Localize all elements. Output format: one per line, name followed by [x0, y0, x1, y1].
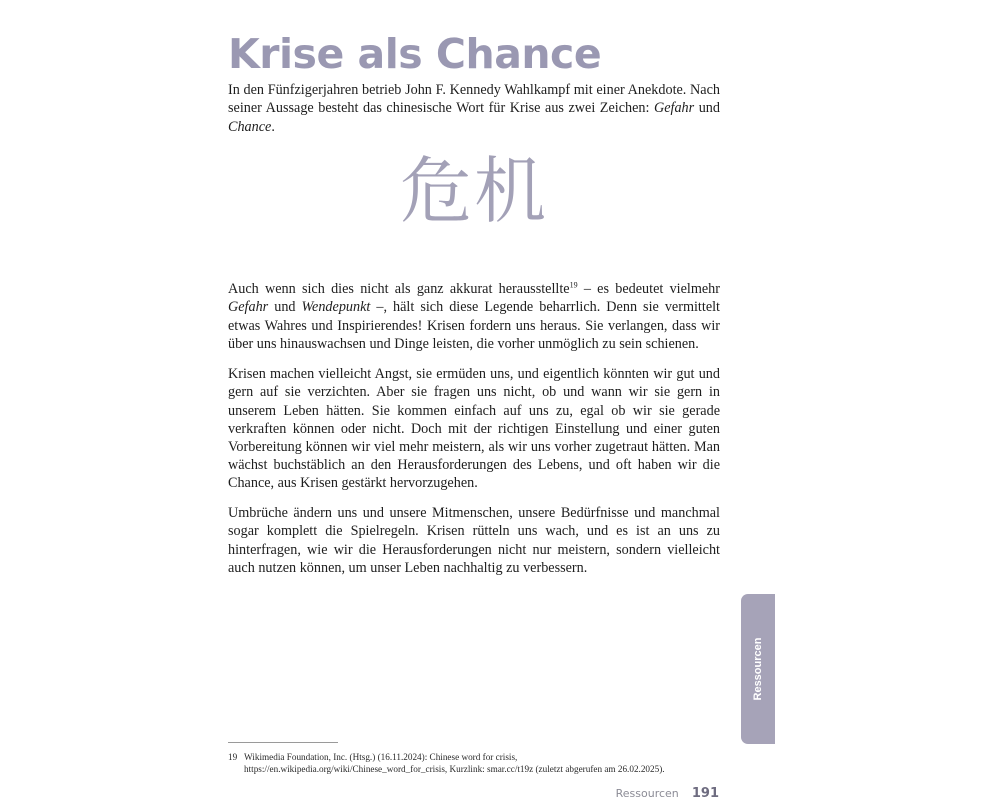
footnote-reference[interactable]: 19	[569, 280, 578, 290]
body-paragraph-2: Krisen machen vielleicht Angst, sie ermüden uns, und eigentlich könnten wir gut und gern auf sie verzichten. Aber sie fragen uns nicht, ob und wann wir sie gern in unserem Leben hätten. Sie kommen einfach auf uns zu, egal ob wir sie gerade verkraften können oder nicht. Doch mit der richtigen Einstellung und einer guten Vorbereitung können wir viel mehr meistern, als wir uns vorher zugetraut hätten. Man wächst buchstäblich an den Herausforderungen des Lebens, und oft haben wir die Chance, aus Krisen gestärkt hervorzugehen.	[228, 366, 720, 492]
footnote-divider	[228, 742, 338, 743]
p1-emphasis-gefahr: Gefahr	[228, 299, 269, 316]
p1-emphasis-wendepunkt: Wendepunkt	[301, 299, 371, 316]
intro-text-1: In den Fünfzigerjahren betrieb John F. Kennedy Wahlkampf mit einer Anekdote. Nach seiner Aussage besteht das chinesische Wort für Krise aus zwei Zeichen:	[228, 82, 720, 117]
p1-text-3: und	[268, 299, 302, 316]
page-number: 191	[691, 786, 719, 801]
side-tab-label: Ressourcen	[752, 637, 764, 701]
intro-emphasis-chance: Chance	[228, 118, 272, 135]
page-title: Krise als Chance	[228, 30, 602, 79]
intro-emphasis-gefahr: Gefahr	[653, 100, 695, 117]
p1-text-4: –, hält sich diese Legende beharrlich. Denn sie vermittelt etwas Wahres und Inspirierendes! Krisen fordern uns heraus. Sie verlangen, dass wir über uns hinauswachsen und Dinge leisten, die vorher unmöglich zu sein schienen.	[228, 299, 720, 352]
page-footer	[616, 782, 719, 801]
p1-text-1: Auch wenn sich dies nicht als ganz akkurat herausstellte	[228, 281, 570, 298]
footnote-number: 19	[228, 752, 238, 762]
footnote	[228, 751, 720, 776]
chinese-characters: 危机	[400, 149, 549, 233]
footnote-text: Wikimedia Foundation, Inc. (Htsg.) (16.11.2024): Chinese word for crisis, https://en.wikipedia.org/wiki/Chinese_word_for_crisis, Kurzlink: smar.cc/t19z (zuletzt abgerufen am 26.02.2025).	[244, 752, 665, 775]
body-paragraph-1	[228, 280, 720, 353]
chapter-side-tab[interactable]	[741, 594, 775, 744]
p1-text-2: – es bedeutet vielmehr	[577, 281, 720, 298]
intro-paragraph	[228, 81, 720, 136]
intro-text-2: und	[694, 100, 720, 117]
footer-section-label: Ressourcen	[615, 787, 679, 800]
body-paragraph-3: Umbrüche ändern uns und unsere Mitmenschen, unsere Bedürfnisse und manchmal sogar komplett die Spielregeln. Krisen rütteln uns wach, und es ist an uns zu hinterfragen, wie wir die Herausforderungen nicht nur meistern, sondern vielleicht auch nutzen können, um unser Leben nachhaltig zu verbessern.	[228, 505, 720, 576]
intro-text-3: .	[271, 118, 275, 135]
